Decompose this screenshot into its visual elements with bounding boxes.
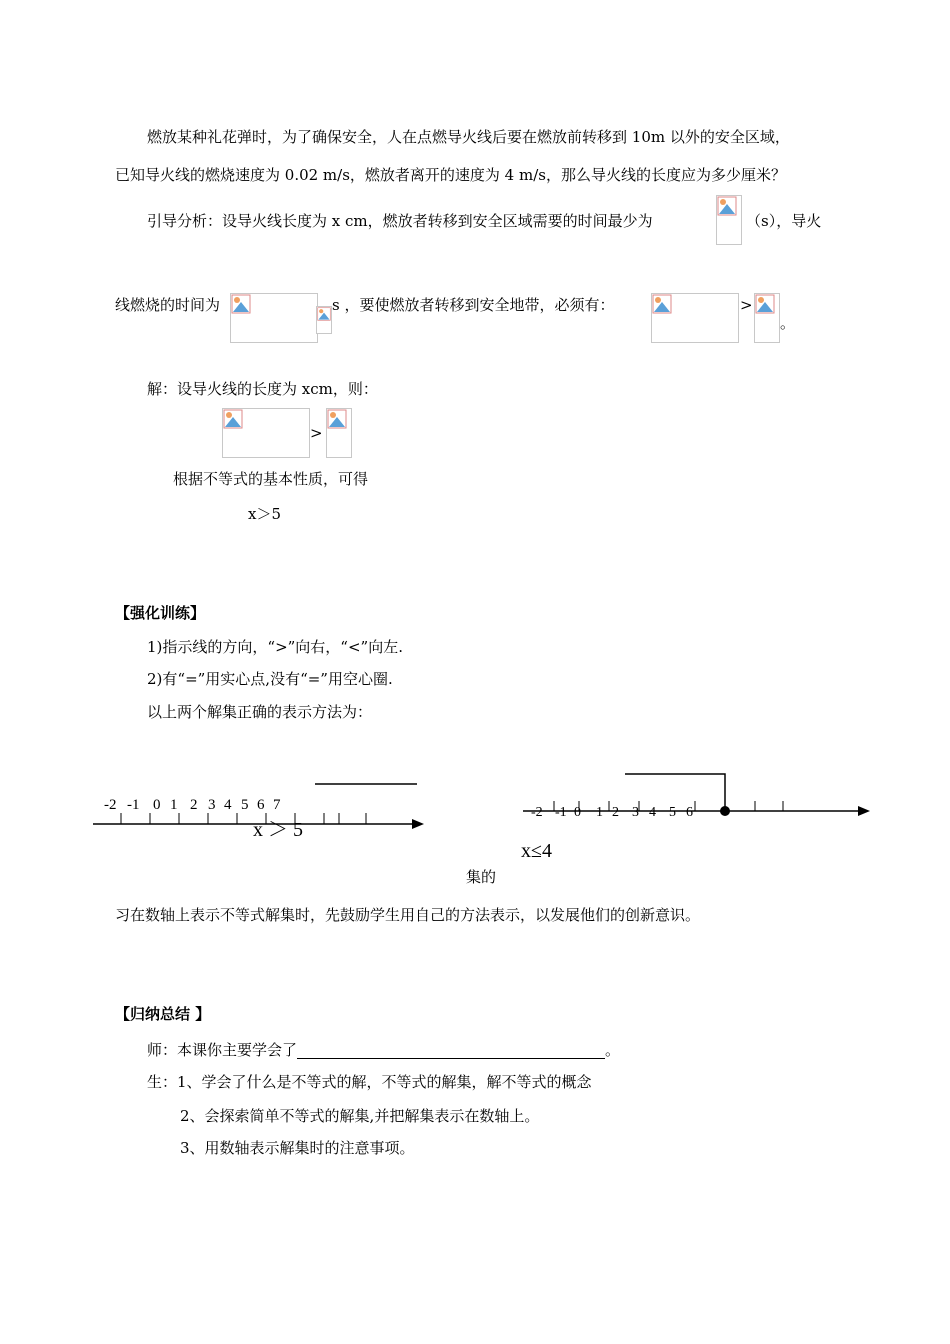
tick-label: 3	[632, 805, 639, 820]
summary-title: 【归纳总结 】	[115, 1005, 211, 1023]
solution-gt-sign: >	[310, 424, 323, 442]
tick-label: -1	[555, 805, 567, 820]
solution-head: 解：设导火线的长度为 xcm，则：	[147, 380, 378, 398]
summary-student: 生：1、学会了什么是不等式的解，不等式的解集，解不等式的概念	[147, 1073, 592, 1091]
summary-item-2: 2、会探索简单不等式的解集,并把解集表示在数轴上。	[180, 1107, 540, 1125]
axis-arrow	[412, 819, 424, 829]
tick-label: -2	[531, 805, 543, 820]
training-title: 【强化训练】	[115, 604, 206, 622]
teacher-end: 。	[605, 1041, 621, 1059]
formula-image-right	[754, 293, 780, 343]
axis-arrow	[858, 806, 870, 816]
tick-label: 2	[190, 797, 198, 813]
solution-result: x＞5	[248, 505, 282, 523]
problem-line-2: 已知导火线的燃烧速度为 0.02 m/s，燃放者离开的速度为 4 m/s，那么导火线的长度应为多少厘米？	[115, 166, 786, 184]
number-line-right	[515, 765, 877, 865]
tick-label: -1	[127, 797, 140, 813]
tick-label: 6	[257, 797, 265, 813]
period: 。	[780, 314, 796, 332]
formula-image-burn	[230, 293, 318, 343]
gt-sign: >	[740, 296, 753, 314]
broken-image-icon	[223, 409, 243, 429]
training-item-2: 2)有“=”用实心点,没有“=”用空心圈.	[147, 670, 393, 688]
training-item-3: 以上两个解集正确的表示方法为：	[147, 703, 373, 721]
teacher-prompt: 师：本课你主要学会了	[147, 1041, 298, 1059]
training-item-1: 1)指示线的方向，“>”向右，“<”向左.	[147, 638, 403, 656]
number-line-left	[90, 770, 440, 850]
formula-image-left	[651, 293, 739, 343]
broken-image-icon	[652, 294, 672, 314]
broken-image-icon	[231, 294, 251, 314]
tick-label: 5	[669, 805, 676, 820]
tick-label: 4	[649, 805, 656, 820]
burn-text-b: s ，要使燃放者转移到安全地带，必须有：	[332, 296, 615, 314]
burn-text-a: 线燃烧的时间为	[115, 296, 221, 314]
problem-line-1: 燃放某种礼花弹时，为了确保安全，人在点燃导火线后要在燃放前转移到 10m 以外的安全区域，	[147, 128, 790, 146]
teaching-note: 习在数轴上表示不等式解集时，先鼓励学生用自己的方法表示，以发展他们的创新意识。	[115, 906, 701, 924]
tick-label: 2	[612, 805, 619, 820]
solution-formula-left	[222, 408, 310, 458]
tick-label: 0	[574, 805, 581, 820]
inequality-label: x≤4	[521, 840, 552, 862]
tick-label: 7	[273, 797, 281, 813]
fragment-text: 集的	[466, 868, 497, 886]
tick-label: -2	[104, 797, 117, 813]
tick-label: 0	[153, 797, 161, 813]
broken-image-icon	[327, 409, 347, 429]
tick-label: 1	[170, 797, 178, 813]
tick-label: 5	[241, 797, 249, 813]
solution-formula-right	[326, 408, 352, 458]
inequality-label: x ＞ 5	[253, 819, 303, 841]
tick-label: 3	[208, 797, 216, 813]
tick-label: 4	[224, 797, 232, 813]
analysis-text-b: （s），导火	[746, 212, 822, 230]
broken-image-icon	[755, 294, 775, 314]
broken-image-icon	[317, 307, 331, 321]
answer-blank	[297, 1044, 605, 1059]
tick-label: 1	[596, 805, 603, 820]
formula-image-small	[316, 306, 332, 334]
solid-point	[720, 806, 730, 816]
solution-property: 根据不等式的基本性质，可得	[173, 470, 369, 488]
formula-image-time	[716, 195, 742, 245]
summary-teacher	[147, 1041, 620, 1059]
tick-label: 6	[686, 805, 693, 820]
analysis-text-a: 引导分析：设导火线长度为 x cm，燃放者转移到安全区域需要的时间最少为	[147, 212, 653, 230]
broken-image-icon	[717, 196, 737, 216]
summary-item-3: 3、用数轴表示解集时的注意事项。	[180, 1139, 415, 1157]
